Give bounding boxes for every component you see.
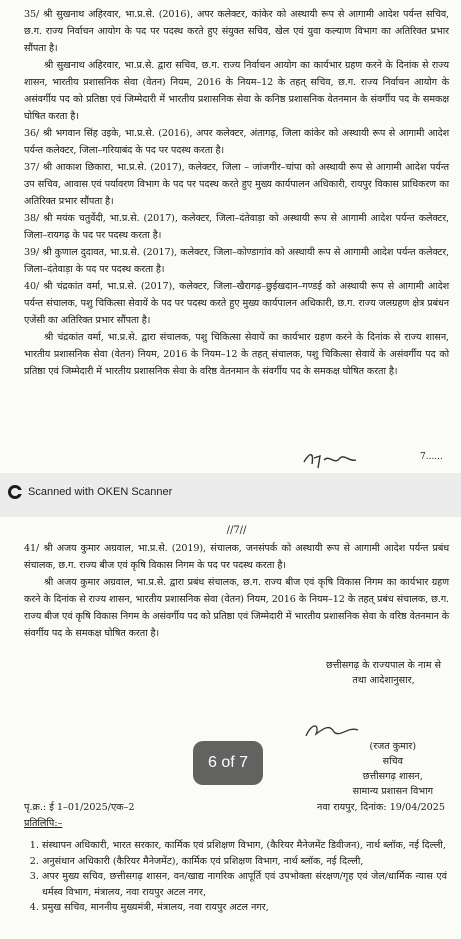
- document-page-7: [0, 517, 461, 939]
- copy-list: [24, 838, 447, 916]
- endorsement-number: पृ.क्र.: ई 1–01/2025/एक–2: [24, 802, 135, 813]
- copy-item: 2. अनुसंधान अधिकारी (कैरियर मैनेजमेंट), कार्मिक एवं प्रशिक्षण विभाग, नार्थ ब्लॉक, नई दिल्ली,: [42, 854, 447, 870]
- order-paragraph-35: 35/ श्री सुखनाथ अहिरवार, भा.प्र.से. (2016), अपर कलेक्टर, कांकेर को अस्थायी रूप से आगामी आदेश पर्यन्त सचिव, छ.ग. राज्य निर्वाचन आयोग के पद पर पदस्थ करते हुए संयुक्त सचिव, खेल एवं युवा कल्याण विभाग का अतिरिक्त प्रभार सौंपता है।: [24, 9, 449, 54]
- governor-line-1: छत्तीसगढ़ के राज्यपाल के नाम से: [325, 660, 441, 671]
- order-paragraph-39: 39/ श्री कुणाल दुदावत, भा.प्र.से. (2017), कलेक्टर, जिला–कोण्डागांव को अस्थायी रूप से आगामी आदेश पर्यन्त कलेक्टर, जिला–दंतेवाड़ा के पद पर पदस्थ करता है।: [24, 247, 449, 275]
- initials-signature: [300, 448, 360, 470]
- order-paragraph-41-detail: श्री अजय कुमार अग्रवाल, भा.प्र.से. द्वारा प्रबंध संचालक, छ.ग. राज्य बीज एवं कृषि विकास निगम का कार्यभार ग्रहण करने के दिनांक से राज्य शासन, भारतीय प्रशासनिक सेवा (वेतन) नियम, 2016 के नियम–12 के तहत् प्रबंध संचालक, छ.ग. राज्य बीज एवं कृषि विकास निगम के असंवर्गीय पद को प्रतिष्ठा एवं जिम्मेदारी में भारतीय प्रशासनिक सेवा के वरिष्ठ वेतनमान के संवर्गीय पद के समकक्ष घोषित करता है।: [24, 577, 449, 639]
- copy-to-heading: प्रतिलिपि:–: [24, 818, 63, 829]
- order-paragraph-36: 36/ श्री भगवान सिंह उइके, भा.प्र.से. (2016), अपर कलेक्टर, अंतागढ़, जिला कांकेर को अस्थायी रूप से आगामी आदेश पर्यन्त कलेक्टर, जिला–गरियाबंद के पद पर पदस्थ करता है।: [24, 128, 449, 156]
- signatory-block: [353, 739, 433, 799]
- scanner-watermark: [8, 485, 172, 499]
- order-paragraph-35-detail: श्री सुखनाथ अहिरवार, भा.प्र.से. द्वारा सचिव, छ.ग. राज्य निर्वाचन आयोग का कार्यभार ग्रहण करने के दिनांक से राज्य शासन, भारतीय प्रशासनिक सेवा (वेतन) नियम, 2016 के नियम–12 के तहत् सचिव, छ.ग. राज्य निर्वाचन आयोग के असंवर्गीय पद को प्रतिष्ठा एवं जिम्मेदारी में भारतीय प्रशासनिक सेवा के कनिष्ठ प्रशासनिक वेतनमान के संवर्गीय पद के समकक्ष घोषित करता है।: [24, 60, 449, 122]
- governor-line-2: तथा आदेशानुसार,: [352, 675, 415, 686]
- scanner-label: Scanned with OKEN Scanner: [28, 486, 173, 498]
- order-paragraph-38: 38/ श्री मयंक चतुर्वेदी, भा.प्र.से. (2017), कलेक्टर, जिला–दंतेवाड़ा को अस्थायी रूप से आगामी आदेश पर्यन्त कलेक्टर, जिला–रायगढ़ के पद पर पदस्थ करता है।: [24, 213, 449, 241]
- copy-item: 4. प्रमुख सचिव, माननीय मुख्यमंत्री, मंत्रालय, नवा रायपुर अटल नगर,: [42, 900, 447, 916]
- order-paragraph-41: 41/ श्री अजय कुमार अग्रवाल, भा.प्र.से. (2019), संचालक, जनसंपर्क को अस्थायी रूप से आगामी आदेश पर्यन्त प्रबंध संचालक, छ.ग. राज्य बीज एवं कृषि विकास निगम के पद पर पदस्थ करता है।: [24, 543, 449, 571]
- next-page-marker: 7......: [420, 452, 443, 462]
- authority-block: [326, 658, 441, 688]
- copy-item: 1. संस्थापन अधिकारी, भारत सरकार, कार्मिक एवं प्रशिक्षण विभाग, (कैरियर मैनेजमेंट डिवीजन), नार्थ ब्लॉक, नई दिल्ली,: [42, 838, 447, 854]
- signer-dept-2: सामान्य प्रशासन विभाग: [352, 786, 433, 797]
- page-number: //7//: [226, 525, 247, 536]
- signer-dept-1: छत्तीसगढ़ शासन,: [362, 771, 423, 782]
- place-date: नवा रायपुर, दिनांक: 19/04/2025: [317, 802, 445, 813]
- signer-title: सचिव: [382, 756, 403, 767]
- endorsement-row: [24, 800, 445, 813]
- order-paragraph-37: 37/ श्री आकाश छिकारा, भा.प्र.से. (2017), कलेक्टर, जिला – जांजगीर–चांपा को अस्थायी रूप से आगामी आदेश पर्यन्त उप सचिव, आवास एवं पर्यावरण विभाग के पद पर पदस्थ करते हुए मुख्य कार्यपालन अधिकारी, रायपुर विकास प्राधिकरण का अतिरिक्त प्रभार सौंपता है।: [24, 162, 449, 207]
- signer-name: (रजत कुमार): [369, 741, 417, 752]
- scanner-logo-icon: [8, 485, 22, 499]
- order-paragraph-40-detail: श्री चंद्रकांत वर्मा, भा.प्र.से. द्वारा संचालक, पशु चिकित्सा सेवायें का कार्यभार ग्रहण करने के दिनांक से राज्य शासन, भारतीय प्रशासनिक सेवा (वेतन) नियम, 2016 के नियम–12 के तहत् संचालक, पशु चिकित्सा सेवायें के असंवर्गीय पद को प्रतिष्ठा एवं जिम्मेदारी में भारतीय प्रशासनिक सेवा के वरिष्ठ वेतनमान के संवर्गीय पद के समकक्ष घोषित करता है।: [24, 332, 449, 377]
- copy-item: 3. अपर मुख्य सचिव, छत्तीसगढ़ शासन, वन/खाद्य नागरिक आपूर्ति एवं उपभोक्ता संरक्षण/गृह एवं जेल/धार्मिक न्यास एवं धर्मस्व विभाग, मंत्रालय, नवा रायपुर अटल नगर,: [42, 869, 447, 900]
- order-paragraph-40: 40/ श्री चंद्रकांत वर्मा, भा.प्र.से. (2017), कलेक्टर, जिला–खैरागढ़–छुईखदान–गण्डई को अस्थायी रूप से आगामी आदेश पर्यन्त संचालक, पशु चिकित्सा सेवायें के पद पर पदस्थ करते हुए मुख्य कार्यपालन अधिकारी, छ.ग. राज्य जलग्रहण क्षेत्र प्रबंधन एजेंसी का अतिरिक्त प्रभार सौंपता है।: [24, 281, 449, 326]
- page-indicator-badge: 6 of 7: [193, 741, 263, 785]
